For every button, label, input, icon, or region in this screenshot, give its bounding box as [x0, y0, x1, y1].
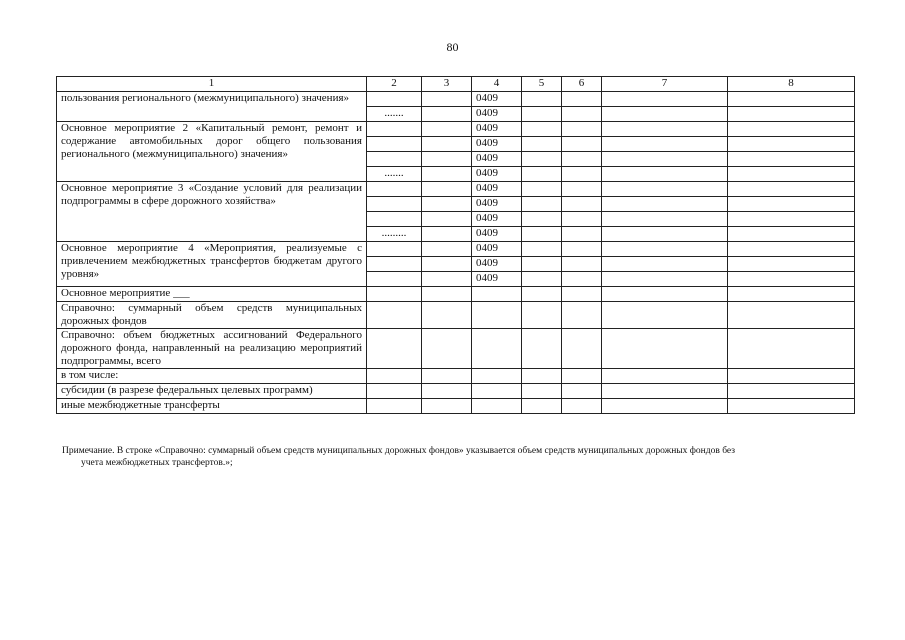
cell-col-3 — [422, 242, 472, 257]
cell-col-3 — [422, 167, 472, 182]
column-header: 5 — [522, 77, 562, 92]
cell-col-7 — [602, 369, 728, 384]
cell-col-5 — [522, 257, 562, 272]
cell-col-5 — [522, 272, 562, 287]
cell-col-2: ....... — [367, 107, 422, 122]
cell-col-2 — [367, 242, 422, 257]
cell-col-7 — [602, 329, 728, 369]
cell-col-8 — [728, 302, 855, 329]
cell-col-5 — [522, 152, 562, 167]
row-description: Основное мероприятие ___ — [57, 287, 367, 302]
cell-col-8 — [728, 107, 855, 122]
cell-col-5 — [522, 107, 562, 122]
table-row — [57, 302, 855, 329]
cell-col-2 — [367, 257, 422, 272]
cell-col-7 — [602, 152, 728, 167]
cell-col-2 — [367, 399, 422, 414]
cell-col-5 — [522, 287, 562, 302]
cell-col-4 — [472, 329, 522, 369]
cell-col-3 — [422, 92, 472, 107]
cell-col-6 — [562, 384, 602, 399]
table-row — [57, 242, 855, 257]
cell-col-8 — [728, 257, 855, 272]
cell-col-8 — [728, 167, 855, 182]
table-row — [57, 369, 855, 384]
cell-col-2 — [367, 137, 422, 152]
cell-col-4: 0409 — [472, 272, 522, 287]
row-description: Основное мероприятие 3 «Создание условий для реализации подпрограммы в сфере дорожного хозяйства» — [57, 182, 367, 242]
budget-table — [56, 76, 855, 414]
table-row — [57, 384, 855, 399]
row-description: иные межбюджетные трансферты — [57, 399, 367, 414]
cell-col-4: 0409 — [472, 212, 522, 227]
cell-col-3 — [422, 182, 472, 197]
cell-col-8 — [728, 242, 855, 257]
cell-col-4 — [472, 384, 522, 399]
cell-col-7 — [602, 212, 728, 227]
cell-col-7 — [602, 242, 728, 257]
cell-col-7 — [602, 227, 728, 242]
cell-col-6 — [562, 302, 602, 329]
cell-col-8 — [728, 182, 855, 197]
cell-col-2 — [367, 212, 422, 227]
cell-col-8 — [728, 399, 855, 414]
cell-col-6 — [562, 242, 602, 257]
table-row — [57, 92, 855, 107]
cell-col-6 — [562, 272, 602, 287]
cell-col-8 — [728, 329, 855, 369]
cell-col-8 — [728, 92, 855, 107]
cell-col-4 — [472, 302, 522, 329]
footnote-line-2: учета межбюджетных трансфертов.»; — [81, 458, 233, 468]
column-header: 2 — [367, 77, 422, 92]
row-description: субсидии (в разрезе федеральных целевых программ) — [57, 384, 367, 399]
cell-col-3 — [422, 107, 472, 122]
cell-col-6 — [562, 212, 602, 227]
cell-col-7 — [602, 257, 728, 272]
cell-col-5 — [522, 384, 562, 399]
cell-col-3 — [422, 369, 472, 384]
cell-col-3 — [422, 257, 472, 272]
cell-col-6 — [562, 137, 602, 152]
cell-col-5 — [522, 329, 562, 369]
cell-col-8 — [728, 272, 855, 287]
cell-col-2 — [367, 369, 422, 384]
cell-col-3 — [422, 227, 472, 242]
cell-col-7 — [602, 182, 728, 197]
cell-col-7 — [602, 197, 728, 212]
cell-col-6 — [562, 122, 602, 137]
cell-col-5 — [522, 137, 562, 152]
cell-col-6 — [562, 227, 602, 242]
cell-col-3 — [422, 197, 472, 212]
cell-col-8 — [728, 227, 855, 242]
column-header: 6 — [562, 77, 602, 92]
table-row — [57, 399, 855, 414]
row-description: в том числе: — [57, 369, 367, 384]
cell-col-5 — [522, 302, 562, 329]
cell-col-5 — [522, 92, 562, 107]
cell-col-3 — [422, 122, 472, 137]
cell-col-5 — [522, 399, 562, 414]
cell-col-5 — [522, 369, 562, 384]
cell-col-4: 0409 — [472, 197, 522, 212]
cell-col-8 — [728, 137, 855, 152]
row-description: Справочно: суммарный объем средств муниципальных дорожных фондов — [57, 302, 367, 329]
table-row — [57, 122, 855, 137]
cell-col-8 — [728, 287, 855, 302]
cell-col-6 — [562, 92, 602, 107]
cell-col-6 — [562, 182, 602, 197]
cell-col-7 — [602, 302, 728, 329]
table-row — [57, 329, 855, 369]
cell-col-7 — [602, 137, 728, 152]
cell-col-7 — [602, 167, 728, 182]
table-row — [57, 287, 855, 302]
table-row — [57, 182, 855, 197]
cell-col-5 — [522, 197, 562, 212]
cell-col-7 — [602, 272, 728, 287]
cell-col-6 — [562, 329, 602, 369]
page-number: 80 — [446, 40, 459, 54]
cell-col-5 — [522, 212, 562, 227]
cell-col-8 — [728, 384, 855, 399]
cell-col-3 — [422, 272, 472, 287]
cell-col-4 — [472, 369, 522, 384]
cell-col-4: 0409 — [472, 257, 522, 272]
row-description: Основное мероприятие 4 «Мероприятия, реализуемые с привлечением межбюджетных трансфертов бюджетам другого уровня» — [57, 242, 367, 287]
cell-col-6 — [562, 197, 602, 212]
cell-col-8 — [728, 212, 855, 227]
cell-col-2 — [367, 272, 422, 287]
cell-col-4: 0409 — [472, 182, 522, 197]
table-body — [57, 92, 855, 414]
cell-col-4: 0409 — [472, 107, 522, 122]
row-description: Основное мероприятие 2 «Капитальный ремонт, ремонт и содержание автомобильных дорог общего пользования регионального (межмуниципального) значения» — [57, 122, 367, 182]
column-header: 8 — [728, 77, 855, 92]
cell-col-4: 0409 — [472, 167, 522, 182]
cell-col-6 — [562, 167, 602, 182]
cell-col-2 — [367, 197, 422, 212]
cell-col-4: 0409 — [472, 152, 522, 167]
cell-col-2: ......... — [367, 227, 422, 242]
cell-col-6 — [562, 152, 602, 167]
row-description: пользования регионального (межмуниципального) значения» — [57, 92, 367, 122]
cell-col-6 — [562, 107, 602, 122]
column-header: 3 — [422, 77, 472, 92]
cell-col-4: 0409 — [472, 227, 522, 242]
cell-col-2 — [367, 287, 422, 302]
cell-col-6 — [562, 369, 602, 384]
cell-col-2 — [367, 92, 422, 107]
cell-col-3 — [422, 329, 472, 369]
cell-col-3 — [422, 212, 472, 227]
cell-col-7 — [602, 384, 728, 399]
cell-col-2 — [367, 329, 422, 369]
cell-col-4: 0409 — [472, 137, 522, 152]
cell-col-4: 0409 — [472, 92, 522, 107]
cell-col-6 — [562, 287, 602, 302]
cell-col-8 — [728, 197, 855, 212]
cell-col-6 — [562, 257, 602, 272]
column-header: 7 — [602, 77, 728, 92]
cell-col-8 — [728, 369, 855, 384]
cell-col-5 — [522, 122, 562, 137]
cell-col-3 — [422, 137, 472, 152]
cell-col-3 — [422, 384, 472, 399]
cell-col-5 — [522, 167, 562, 182]
column-header: 4 — [472, 77, 522, 92]
cell-col-4 — [472, 399, 522, 414]
cell-col-4: 0409 — [472, 122, 522, 137]
cell-col-5 — [522, 182, 562, 197]
cell-col-5 — [522, 227, 562, 242]
cell-col-6 — [562, 399, 602, 414]
cell-col-7 — [602, 287, 728, 302]
cell-col-3 — [422, 302, 472, 329]
cell-col-7 — [602, 107, 728, 122]
cell-col-3 — [422, 287, 472, 302]
cell-col-2 — [367, 302, 422, 329]
cell-col-3 — [422, 152, 472, 167]
cell-col-8 — [728, 152, 855, 167]
cell-col-4: 0409 — [472, 242, 522, 257]
footnote-line-1: Примечание. В строке «Справочно: суммарный объем средств муниципальных дорожных фондов» указывается объем средств муниципальных дорожных фондов без — [62, 446, 736, 456]
cell-col-8 — [728, 122, 855, 137]
cell-col-7 — [602, 399, 728, 414]
cell-col-2 — [367, 182, 422, 197]
cell-col-5 — [522, 242, 562, 257]
cell-col-2 — [367, 122, 422, 137]
column-header: 1 — [57, 77, 367, 92]
cell-col-3 — [422, 399, 472, 414]
cell-col-2: ....... — [367, 167, 422, 182]
cell-col-2 — [367, 384, 422, 399]
cell-col-2 — [367, 152, 422, 167]
cell-col-4 — [472, 287, 522, 302]
row-description: Справочно: объем бюджетных ассигнований Федерального дорожного фонда, направленный на реализацию мероприятий подпрограммы, всего — [57, 329, 367, 369]
cell-col-7 — [602, 92, 728, 107]
cell-col-7 — [602, 122, 728, 137]
table-header-row — [57, 77, 855, 92]
footnote — [62, 445, 852, 469]
